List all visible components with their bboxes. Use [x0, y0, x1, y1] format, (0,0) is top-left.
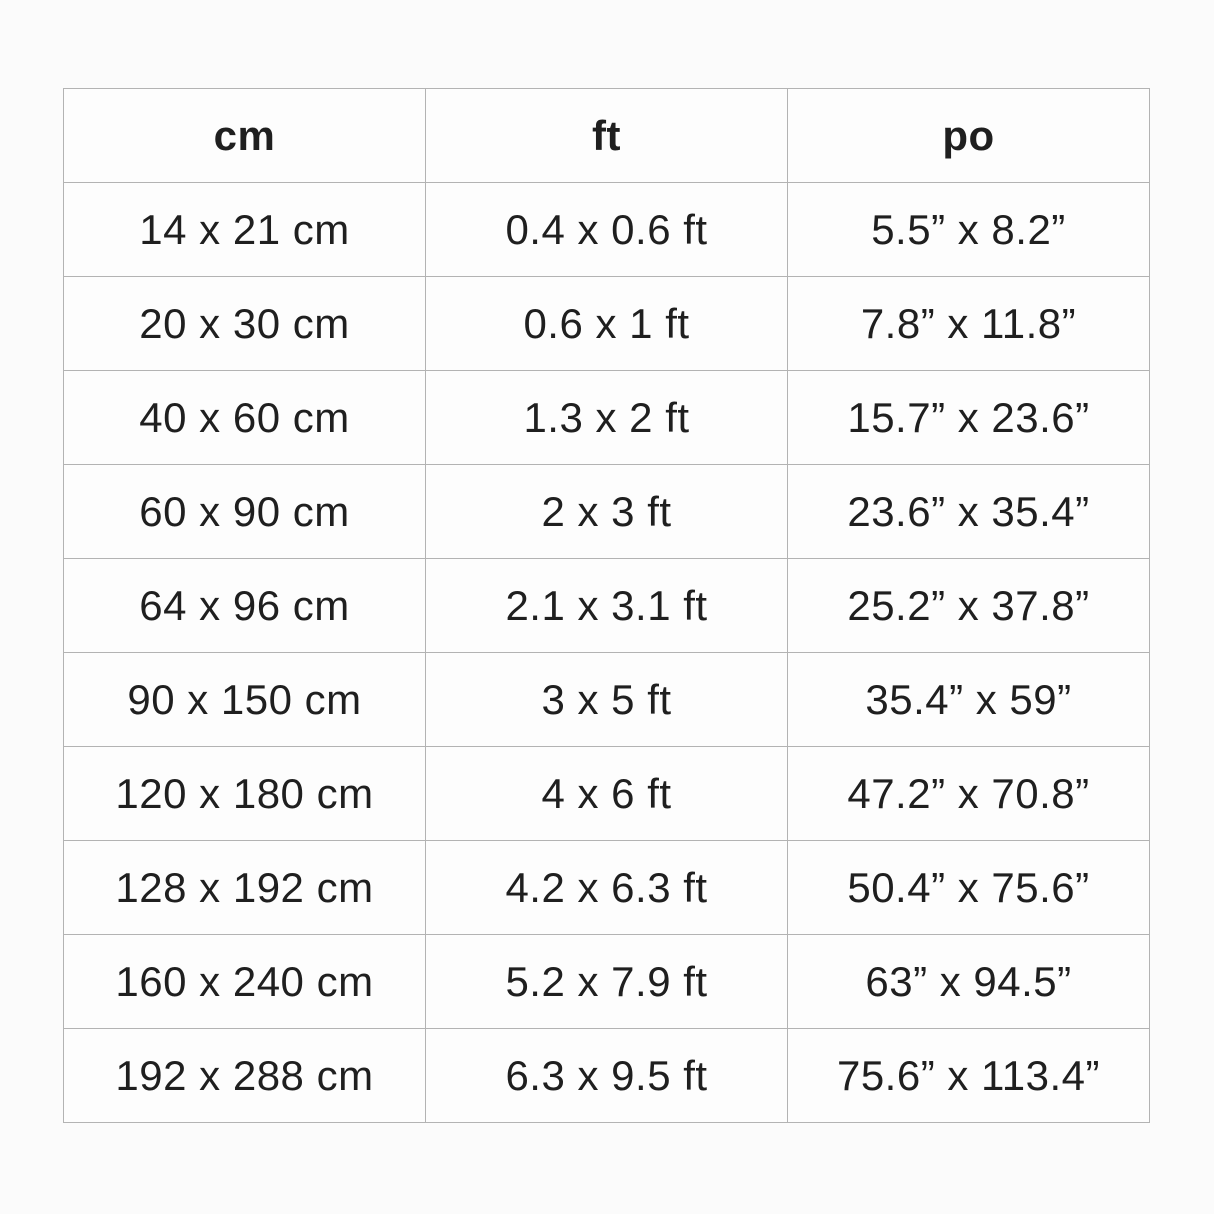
cell-cm: 40 x 60 cm: [64, 371, 426, 465]
cell-ft: 0.4 x 0.6 ft: [426, 183, 788, 277]
cell-po: 75.6” x 113.4”: [788, 1029, 1150, 1123]
cell-ft: 1.3 x 2 ft: [426, 371, 788, 465]
table-body: [64, 183, 1150, 1123]
cell-cm: 160 x 240 cm: [64, 935, 426, 1029]
cell-ft: 0.6 x 1 ft: [426, 277, 788, 371]
cell-po: 15.7” x 23.6”: [788, 371, 1150, 465]
table-row: [64, 371, 1150, 465]
table-row: [64, 1029, 1150, 1123]
cell-po: 63” x 94.5”: [788, 935, 1150, 1029]
cell-po: 35.4” x 59”: [788, 653, 1150, 747]
column-header-cm: cm: [64, 89, 426, 183]
table-row: [64, 465, 1150, 559]
cell-po: 23.6” x 35.4”: [788, 465, 1150, 559]
cell-po: 25.2” x 37.8”: [788, 559, 1150, 653]
cell-ft: 5.2 x 7.9 ft: [426, 935, 788, 1029]
cell-ft: 2.1 x 3.1 ft: [426, 559, 788, 653]
cell-cm: 60 x 90 cm: [64, 465, 426, 559]
cell-ft: 3 x 5 ft: [426, 653, 788, 747]
cell-ft: 6.3 x 9.5 ft: [426, 1029, 788, 1123]
cell-cm: 128 x 192 cm: [64, 841, 426, 935]
table-row: [64, 653, 1150, 747]
table-row: [64, 935, 1150, 1029]
cell-ft: 4.2 x 6.3 ft: [426, 841, 788, 935]
cell-po: 5.5” x 8.2”: [788, 183, 1150, 277]
table-row: [64, 559, 1150, 653]
cell-cm: 14 x 21 cm: [64, 183, 426, 277]
header-row: [64, 89, 1150, 183]
table-header: [64, 89, 1150, 183]
cell-po: 7.8” x 11.8”: [788, 277, 1150, 371]
cell-ft: 2 x 3 ft: [426, 465, 788, 559]
cell-po: 47.2” x 70.8”: [788, 747, 1150, 841]
table-row: [64, 747, 1150, 841]
size-conversion-table: [63, 88, 1150, 1123]
cell-po: 50.4” x 75.6”: [788, 841, 1150, 935]
column-header-po: po: [788, 89, 1150, 183]
cell-cm: 20 x 30 cm: [64, 277, 426, 371]
cell-cm: 192 x 288 cm: [64, 1029, 426, 1123]
table-row: [64, 277, 1150, 371]
cell-cm: 90 x 150 cm: [64, 653, 426, 747]
column-header-ft: ft: [426, 89, 788, 183]
cell-cm: 64 x 96 cm: [64, 559, 426, 653]
table-row: [64, 183, 1150, 277]
table-row: [64, 841, 1150, 935]
cell-ft: 4 x 6 ft: [426, 747, 788, 841]
cell-cm: 120 x 180 cm: [64, 747, 426, 841]
